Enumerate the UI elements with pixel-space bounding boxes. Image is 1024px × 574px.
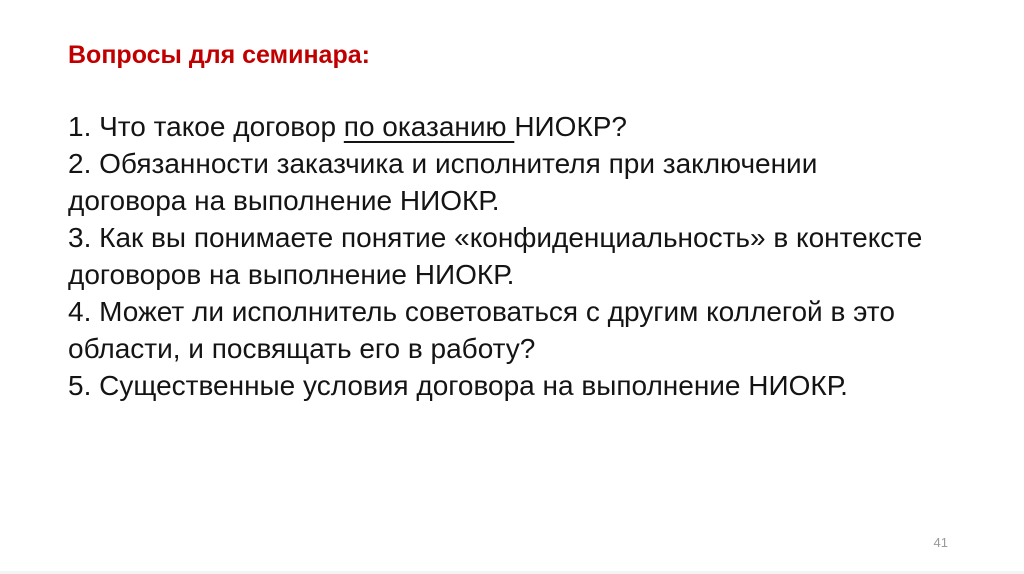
question-item-4: 4. Может ли исполнитель советоваться с другим коллегой в это области, и посвящать его в работу? — [68, 296, 895, 364]
slide-title: Вопросы для семинара: — [68, 41, 370, 69]
question-item-1 — [68, 108, 943, 145]
slide-content — [68, 39, 943, 404]
page-number: 41 — [933, 535, 948, 550]
question-item-3: 3. Как вы понимаете понятие «конфиденциальность» в контексте договоров на выполнение НИОКР. — [68, 222, 923, 290]
question-item-2: 2. Обязанности заказчика и исполнителя при заключении договора на выполнение НИОКР. — [68, 148, 818, 216]
question-1-underlined-text: по оказанию — [343, 111, 515, 142]
question-item-5: 5. Существенные условия договора на выполнение НИОКР. — [68, 370, 848, 401]
question-1-prefix: 1. Что такое договор — [68, 111, 344, 142]
question-1-suffix: НИОКР? — [514, 111, 627, 142]
questions-list — [68, 108, 943, 404]
